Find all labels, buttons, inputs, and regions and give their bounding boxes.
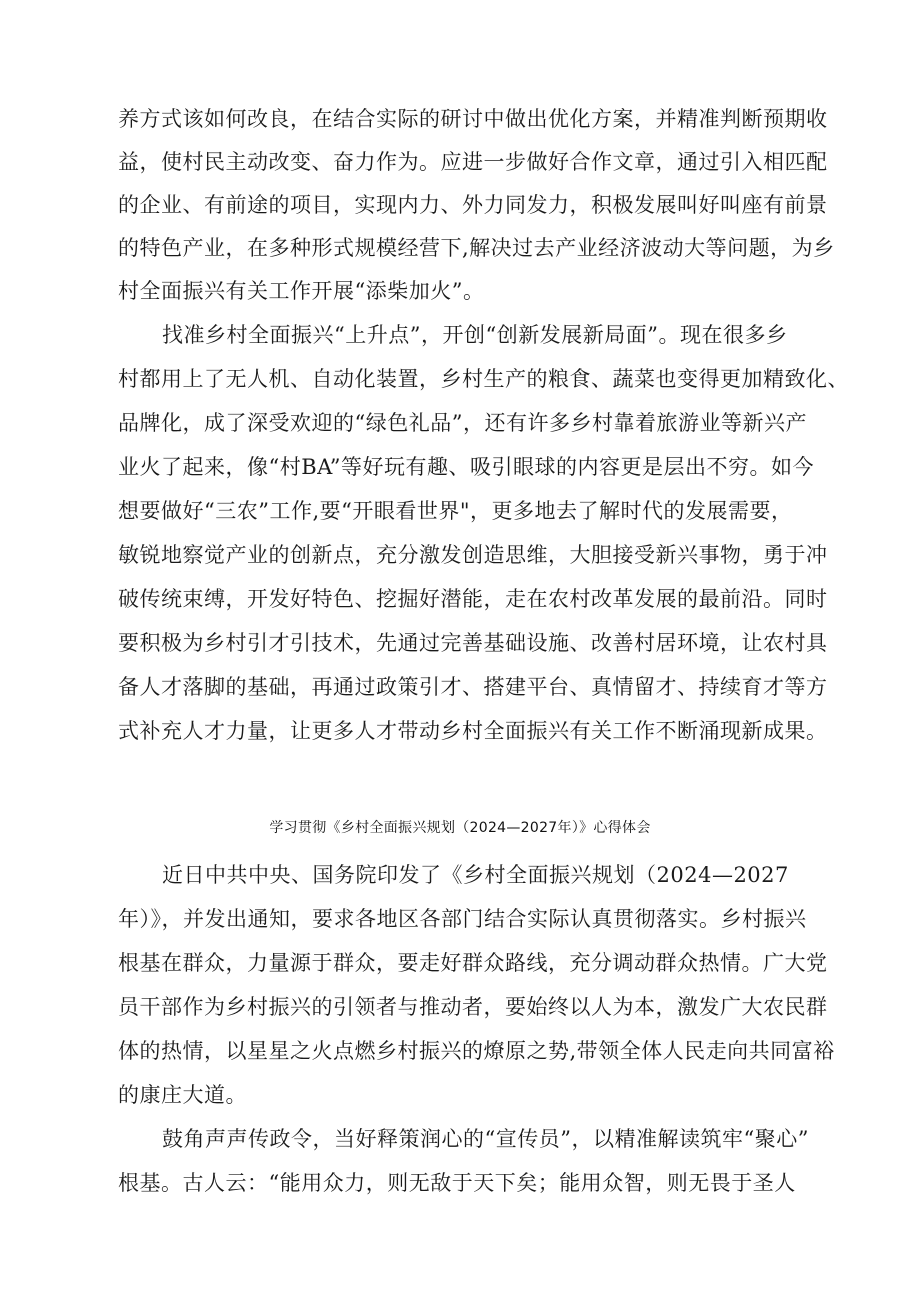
text-line: 品牌化，成了深受欢迎的“绿色礼品”，还有许多乡村靠着旅游业等新兴产: [118, 411, 807, 435]
text-line: 要积极为乡村引才引技术，先通过完善基础设施、改善村居环境，让农村具: [118, 631, 828, 655]
text-line: 村全面振兴有关工作开展“添柴加火”。: [118, 279, 485, 303]
text-line: 敏锐地察觉产业的创新点，充分激发创造思维，大胆接受新兴事物，勇于冲: [118, 543, 828, 567]
text-line: 的企业、有前途的项目，实现内力、外力同发力，积极发展叫好叫座有前景: [118, 193, 828, 217]
text-line: 业火了起来，像“村BA”等好玩有趣、吸引眼球的内容更是层出不穷。如今: [118, 455, 814, 479]
text-line: 想要做好“三农”工作,要“开眼看世界"，更多地去了解时代的发展需要，: [118, 499, 793, 523]
text-line: 备人才落脚的基础，再通过政策引才、搭建平台、真情留才、持续育才等方: [118, 675, 828, 699]
text-line: 近日中共中央、国务院印发了《乡村全面振兴规划（2024—2027: [162, 863, 789, 887]
section-title: 学习贯彻《乡村全面振兴规划（2024—2027年）》心得体会: [269, 820, 651, 836]
text-line: 找准乡村全面振兴“上升点”，开创“创新发展新局面”。现在很多乡: [162, 323, 788, 347]
text-line: 村都用上了无人机、自动化装置，乡村生产的粮食、蔬菜也变得更加精致化、: [118, 367, 849, 391]
text-line: 根基。古人云：“能用众力，则无敌于天下矣；能用众智，则无畏于圣人: [118, 1171, 796, 1195]
text-line: 的特色产业，在多种形式规模经营下,解决过去产业经济波动大等问题，为乡: [118, 236, 835, 260]
text-line: 养方式该如何改良，在结合实际的研讨中做出优化方案，并精准判断预期收: [118, 107, 828, 131]
text-line: 的康庄大道。: [118, 1083, 247, 1107]
text-line: 式补充人才力量，让更多人才带动乡村全面振兴有关工作不断涌现新成果。: [118, 719, 828, 743]
text-line: 员干部作为乡村振兴的引领者与推动者，要始终以人为本，激发广大农民群: [118, 995, 828, 1019]
text-line: 鼓角声声传政令，当好释策润心的“宣传员”，以精准解读筑牢“聚心”: [162, 1127, 809, 1151]
text-line: 益，使村民主动改变、奋力作为。应进一步做好合作文章，通过引入相匹配: [118, 150, 828, 174]
text-line: 体的热情，以星星之火点燃乡村振兴的燎原之势,带领全体人民走向共同富裕: [118, 1039, 835, 1063]
text-line: 年）》，并发出通知，要求各地区各部门结合实际认真贯彻落实。乡村振兴: [118, 907, 807, 931]
text-line: 根基在群众，力量源于群众，要走好群众路线，充分调动群众热情。广大党: [118, 951, 828, 975]
text-line: 破传统束缚，开发好特色、挖掘好潜能，走在农村改革发展的最前沿。同时: [118, 587, 828, 611]
